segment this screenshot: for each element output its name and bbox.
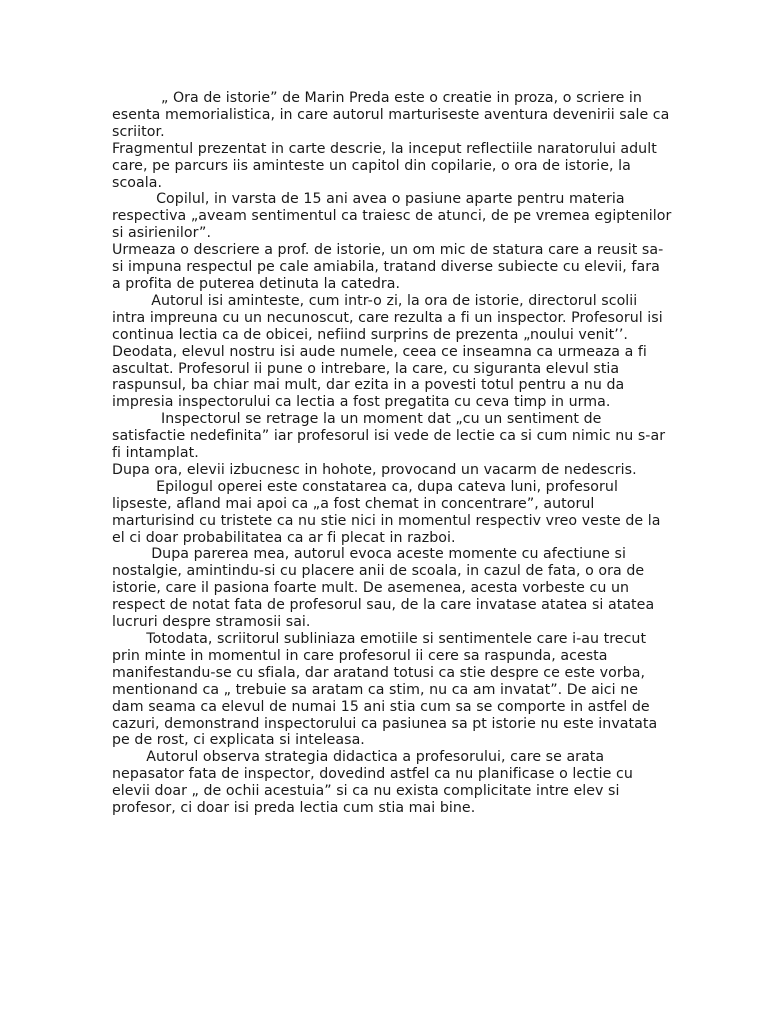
- paragraph: Copilul, in varsta de 15 ani avea o pasiune aparte pentru materia respectiva „aveam sentimentul ca traiesc de atunci, de pe vremea egiptenilor si asirienilor”.: [112, 191, 672, 242]
- paragraph: Dupa ora, elevii izbucnesc in hohote, provocand un vacarm de nedescris.: [112, 461, 637, 478]
- paragraph: Autorul observa strategia didactica a profesorului, care se arata nepasator fata de inspector, dovedind astfel ca nu planificase o lectie cu elevii doar „ de ochii acestuia” si ca nu exista complicitate intre elev si profesor, ci doar isi preda lectia cum stia mai bine.: [112, 749, 633, 817]
- paragraph: Fragmentul prezentat in carte descrie, la inceput reflectiile naratorului adult care, pe parcurs iis aminteste un capitol din copilarie, o ora de istorie, la scoala.: [112, 140, 657, 191]
- paragraph: Totodata, scriitorul subliniaza emotiile si sentimentele care i-au trecut prin minte in momentul in care profesorul ii cere sa raspunda, acesta manifestandu-se cu sfiala, dar aratand totusi ca stie despre ce este vorba, mentionand ca „ trebuie sa aratam ca stim, nu ca am invatat”. De aici ne dam seama ca elevul de numai 15 ani stia cum sa se comporte in astfel de cazuri, demonstrand inspectorului ca pasiunea sa pt istorie nu este invatata pe de rost, ci explicata si inteleasa.: [112, 631, 658, 749]
- essay-text: [112, 90, 672, 817]
- paragraph: Dupa parerea mea, autorul evoca aceste momente cu afectiune si nostalgie, amintindu-si cu placere anii de scoala, in cazul de fata, o ora de istorie, care il pasiona foarte mult. De asemenea, acesta vorbeste cu un respect de notat fata de profesorul sau, de la care invatase atatea si atatea lucruri despre stramosii sai.: [112, 546, 655, 631]
- paragraph: Autorul isi aminteste, cum intr-o zi, la ora de istorie, directorul scolii intra impreuna cu un necunoscut, care rezulta a fi un inspector. Profesorul isi continua lectia ca de obicei, nefiind surprins de prezenta „noului venit’’. Deodata, elevul nostru isi aude numele, ceea ce inseamna ca urmeaza a fi ascultat. Profesorul ii pune o intrebare, la care, cu siguranta elevul stia raspunsul, ba chiar mai mult, dar ezita in a povesti totul pentru a nu da impresia inspectorului ca lectia a fost pregatita cu ceva timp in urma.: [112, 292, 663, 411]
- paragraph: Inspectorul se retrage la un moment dat „cu un sentiment de satisfactie nedefinita” iar profesorul isi vede de lectie ca si cum nimic nu s-ar fi intamplat.: [112, 411, 666, 462]
- paragraph: Epilogul operei este constatarea ca, dupa cateva luni, profesorul lipseste, afland mai apoi ca „a fost chemat in concentrare”, autorul marturisind cu tristete ca nu stie nici in momentul respectiv vreo veste de la el ci doar probabilitatea ca ar fi plecat in razboi.: [112, 478, 661, 546]
- paragraph: „ Ora de istorie” de Marin Preda este o creatie in proza, o scriere in esenta memorialistica, in care autorul marturiseste aventura devenirii sale ca scriitor.: [112, 90, 670, 140]
- paragraph: Urmeaza o descriere a prof. de istorie, un om mic de statura care a reusit sa-si impuna respectul pe cale amiabila, tratand diverse subiecte cu elevii, fara a profita de puterea detinuta la catedra.: [112, 242, 664, 292]
